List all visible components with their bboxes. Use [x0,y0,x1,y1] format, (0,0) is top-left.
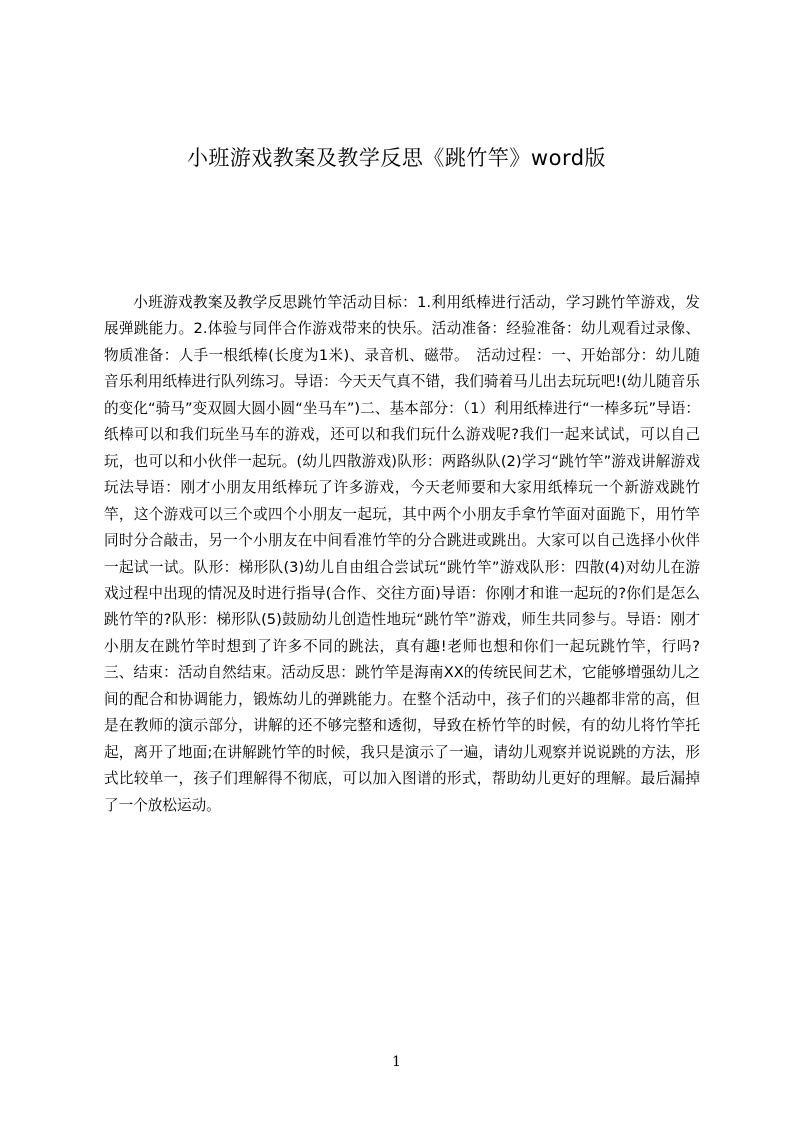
document-title: 小班游戏教案及教学反思《跳竹竿》word版 [186,146,607,170]
page-number: 1 [392,1054,401,1070]
document-body-paragraph: 小班游戏教案及教学反思跳竹竿活动目标：1.利用纸棒进行活动，学习跳竹竿游戏，发展弹跳能力。2.体验与同伴合作游戏带来的快乐。活动准备：经验准备：幼儿观看过录像、物质准备：人手一根纸棒(长度为1米)、录音机、磁带。 活动过程：一、开始部分：幼儿随音乐利用纸棒进行队列练习。导语：今天天气真不错，我们骑着马儿出去玩玩吧!(幼儿随音乐的变化“骑马”变双圆大圆小圆“坐马车”)二、基本部分：（1）利用纸棒进行“一棒多玩”导语：纸棒可以和我们玩坐马车的游戏，还可以和我们玩什么游戏呢?我们一起来试试，可以自己玩，也可以和小伙伴一起玩。(幼儿四散游戏)队形：两路纵队(2)学习“跳竹竿”游戏讲解游戏玩法导语：刚才小朋友用纸棒玩了许多游戏，今天老师要和大家用纸棒玩一个新游戏跳竹竿，这个游戏可以三个或四个小朋友一起玩，其中两个小朋友手拿竹竿面对面跪下，用竹竿同时分合敲击，另一个小朋友在中间看准竹竿的分合跳进或跳出。大家可以自己选择小伙伴一起试一试。队形：梯形队(3)幼儿自由组合尝试玩“跳竹竿”游戏队形：四散(4)对幼儿在游戏过程中出现的情况及时进行指导(合作、交往方面)导语：你刚才和谁一起玩的?你们是怎么跳竹竿的?队形：梯形队(5)鼓励幼儿创造性地玩“跳竹竿”游戏，师生共同参与。导语：刚才小朋友在跳竹竿时想到了许多不同的跳法，真有趣!老师也想和你们一起玩跳竹竿，行吗?三、结束：活动自然结束。活动反思：跳竹竿是海南XX的传统民间艺术，它能够增强幼儿之间的配合和协调能力，锻炼幼儿的弹跳能力。在整个活动中，孩子们的兴趣都非常的高，但是在教师的演示部分，讲解的还不够完整和透彻，导致在桥竹竿的时候，有的幼儿将竹竿托起，离开了地面;在讲解跳竹竿的时候，我只是演示了一遍，请幼儿观察并说说跳的方法，形式比较单一，孩子们理解得不彻底，可以加入图谱的形式，帮助幼儿更好的理解。最后漏掉了一个放松运动。 [104,294,700,814]
